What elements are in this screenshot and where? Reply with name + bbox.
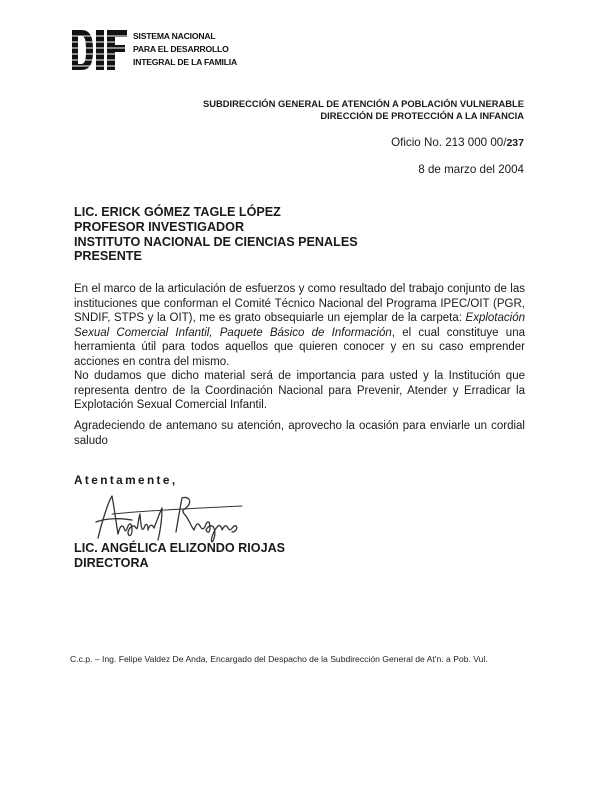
oficio-number: [391, 136, 524, 149]
carbon-copy-note: C.c.p. – Ing. Felipe Valdez De Anda, Encargado del Despacho de la Subdirección General de At'n. a Pob. Vul.: [70, 654, 488, 664]
signer-name: LIC. ANGÉLICA ELIZONDO RIOJAS: [74, 541, 286, 555]
body-paragraph-1: [74, 282, 525, 369]
department-line-2: DIRECCIÓN DE PROTECCIÓN A LA INFANCIA: [320, 110, 524, 121]
p1-start: En el marco de la articulación de esfuerzos y como resultado del trabajo conjunto de las instituciones que conforman el Comité Técnico Nacional del Programa IPEC/OIT (PGR, SNDIF, STPS y la OIT), me es grato obsequiarle un ejemplar de la carpeta:: [74, 283, 525, 324]
addressee-presente: PRESENTE: [74, 249, 142, 264]
addressee-position: PROFESOR INVESTIGADOR: [74, 219, 245, 234]
signer-block: [74, 541, 285, 570]
org-name: [133, 30, 237, 69]
org-line-3: INTEGRAL DE LA FAMILIA: [133, 57, 237, 67]
p1-title: Explotación Sexual Comercial Infantil, Paquete Básico de Información: [74, 312, 525, 339]
dif-logo-icon: [72, 28, 132, 74]
handwritten-signature-icon: [92, 488, 252, 544]
addressee-block: [74, 205, 358, 264]
oficio-prefix: Oficio No. 213 000 00/: [391, 136, 507, 149]
oficio-suffix: 237: [506, 137, 524, 149]
body-paragraph-2: No dudamos que dicho material será de importancia para usted y la Institución que representa dentro de la Coordinación Nacional para Prevenir, Atender y Erradicar la Explotación Sexual Comercial Infantil.: [74, 370, 525, 411]
letter-date: 8 de marzo del 2004: [418, 163, 524, 176]
p1-end: , el cual constituye una herramienta útil para todos aquellos que quieren conocer y en su caso emprender acciones en contra del mismo.: [74, 326, 525, 368]
addressee-institution: INSTITUTO NACIONAL DE CIENCIAS PENALES: [74, 234, 358, 249]
signer-title: DIRECTORA: [74, 555, 149, 570]
addressee-name: LIC. ERICK GÓMEZ TAGLE LÓPEZ: [74, 205, 281, 219]
org-line-2: PARA EL DESARROLLO: [133, 44, 229, 54]
department-heading: [203, 98, 524, 122]
closing-salutation: Atentamente,: [74, 473, 178, 487]
department-line-1: SUBDIRECCIÓN GENERAL DE ATENCIÓN A POBLACIÓN VULNERABLE: [202, 98, 524, 109]
org-line-1: SISTEMA NACIONAL: [133, 31, 216, 41]
body-paragraph-3: Agradeciendo de antemano su atención, aprovecho la ocasión para enviarle un cordial saludo: [74, 420, 525, 447]
letterhead-logo: [72, 28, 237, 74]
